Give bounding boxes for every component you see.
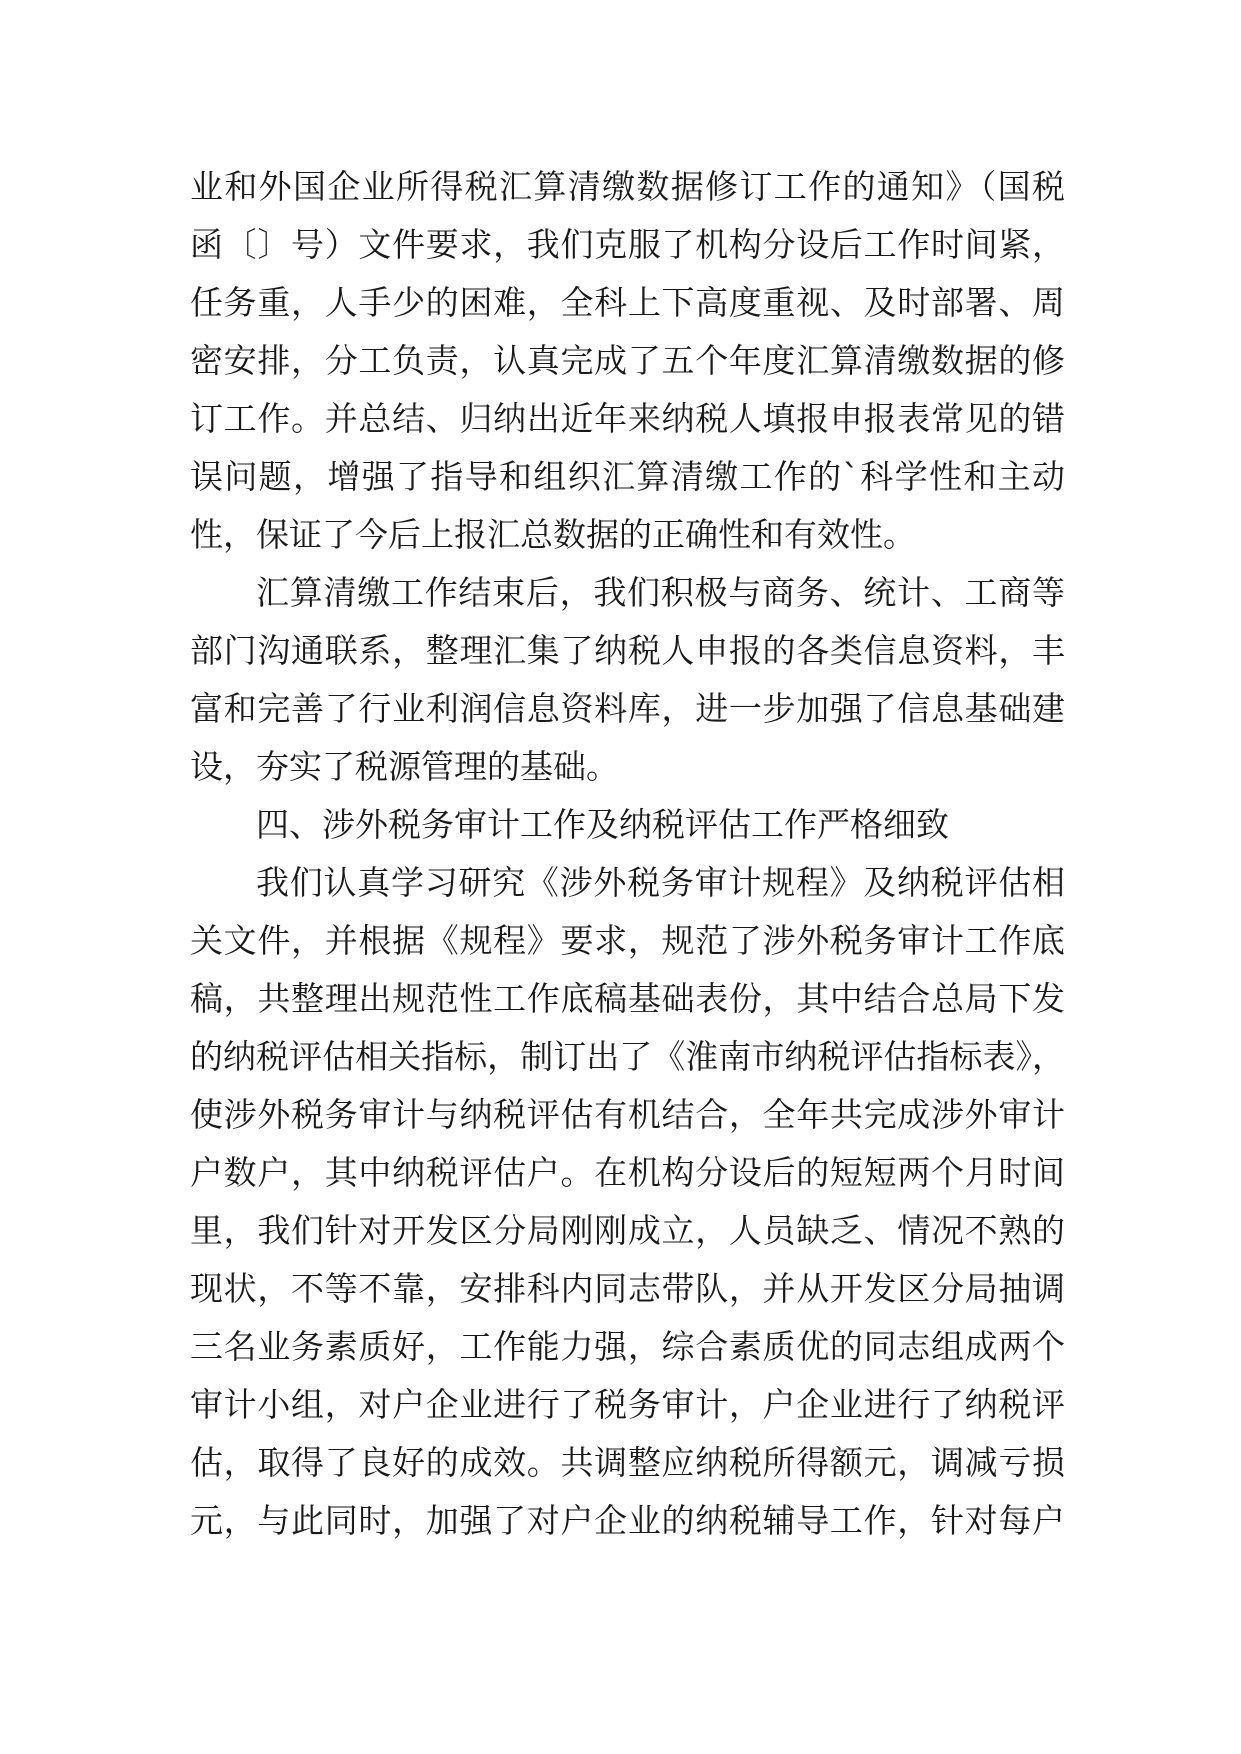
text-line: 审计小组，对户企业进行了税务审计，户企业进行了纳税评 — [190, 1385, 1065, 1424]
text-line: 户数户，其中纳税评估户。在机构分设后的短短两个月时间 — [190, 1153, 1065, 1192]
text-line: 密安排，分工负责，认真完成了五个年度汇算清缴数据的修 — [190, 341, 1065, 380]
text-line: 的纳税评估相关指标，制订出了《淮南市纳税评估指标表》， — [190, 1037, 1065, 1076]
text-line: 部门沟通联系，整理汇集了纳税人申报的各类信息资料，丰 — [190, 631, 1065, 670]
text-line: 订工作。并总结、归纳出近年来纳税人填报申报表常见的错 — [190, 399, 1065, 438]
text-line: 里，我们针对开发区分局刚刚成立，人员缺乏、情况不熟的 — [190, 1211, 1065, 1250]
paragraph-start: 我们认真学习研究《涉外税务审计规程》及纳税评估相 — [256, 863, 1065, 902]
text-line: 业和外国企业所得税汇算清缴数据修订工作的通知》（国税 — [190, 167, 1065, 206]
text-line: 三名业务素质好，工作能力强，综合素质优的同志组成两个 — [190, 1327, 1065, 1366]
text-line: 性，保证了今后上报汇总数据的正确性和有效性。 — [190, 515, 916, 554]
text-line: 设，夯实了税源管理的基础。 — [190, 747, 619, 786]
paragraph-start: 汇算清缴工作结束后，我们积极与商务、统计、工商等 — [256, 573, 1065, 612]
text-line: 元，与此同时，加强了对户企业的纳税辅导工作，针对每户 — [190, 1501, 1065, 1540]
text-line: 富和完善了行业利润信息资料库，进一步加强了信息基础建 — [190, 689, 1065, 728]
text-line: 稿，共整理出规范性工作底稿基础表份，其中结合总局下发 — [190, 979, 1065, 1018]
text-line: 使涉外税务审计与纳税评估有机结合，全年共完成涉外审计 — [190, 1095, 1065, 1134]
text-line: 误问题，增强了指导和组织汇算清缴工作的`科学性和主动 — [190, 457, 1065, 496]
text-line: 现状，不等不靠，安排科内同志带队，并从开发区分局抽调 — [190, 1269, 1065, 1308]
text-line: 任务重，人手少的困难，全科上下高度重视、及时部署、周 — [190, 283, 1065, 322]
text-line: 函〔〕号）文件要求，我们克服了机构分设后工作时间紧， — [190, 225, 1065, 264]
text-line: 估，取得了良好的成效。共调整应纳税所得额元，调减亏损 — [190, 1443, 1065, 1482]
text-line: 关文件，并根据《规程》要求，规范了涉外税务审计工作底 — [190, 921, 1065, 960]
body-text — [190, 158, 1065, 1550]
section-heading: 四、涉外税务审计工作及纳税评估工作严格细致 — [256, 805, 949, 844]
